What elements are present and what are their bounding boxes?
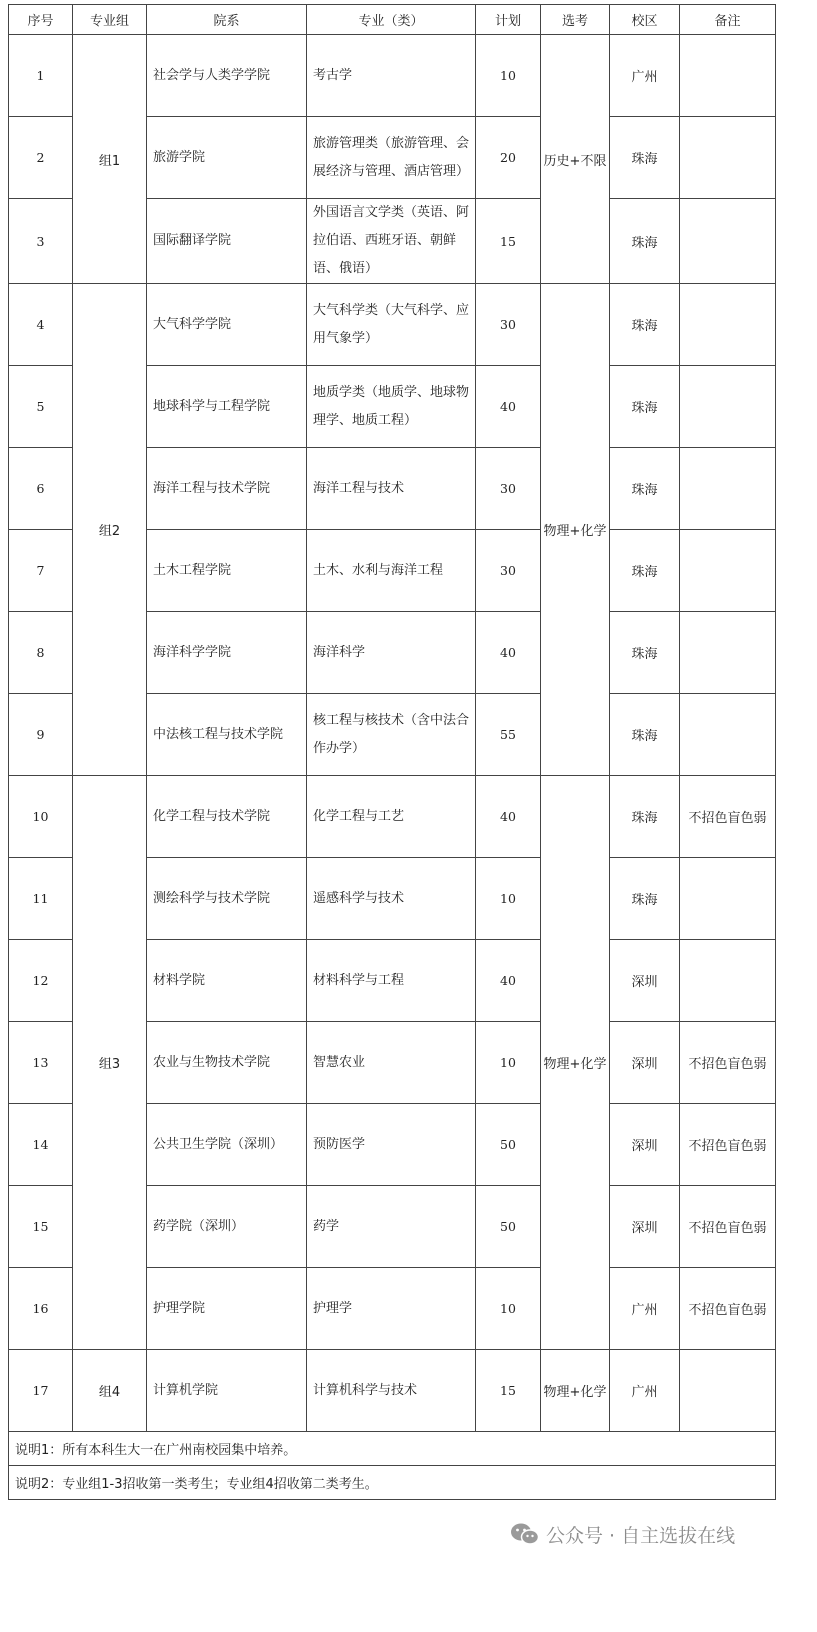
campus-cell: 珠海 <box>610 448 680 530</box>
subject-cell: 物理+化学 <box>541 1350 610 1432</box>
dept-cell: 社会学与人类学学院 <box>147 35 307 117</box>
plan-cell: 10 <box>476 1268 541 1350</box>
note-cell <box>680 1350 776 1432</box>
table-row <box>9 35 776 117</box>
plan-cell: 10 <box>476 1022 541 1104</box>
note-cell: 不招色盲色弱 <box>680 1268 776 1350</box>
major-cell: 土木、水利与海洋工程 <box>307 530 476 612</box>
plan-cell: 30 <box>476 530 541 612</box>
campus-cell: 珠海 <box>610 117 680 199</box>
note-cell <box>680 284 776 366</box>
major-cell: 地质学类（地质学、地球物理学、地质工程） <box>307 366 476 448</box>
row-no: 9 <box>9 694 73 776</box>
dept-cell: 海洋工程与技术学院 <box>147 448 307 530</box>
note-cell: 不招色盲色弱 <box>680 1186 776 1268</box>
group-cell: 组1 <box>73 35 147 284</box>
campus-cell: 珠海 <box>610 366 680 448</box>
header-row <box>9 5 776 35</box>
header-subject: 选考 <box>541 5 610 35</box>
note-1: 说明1：所有本科生大一在广州南校园集中培养。 <box>9 1432 776 1466</box>
dept-cell: 大气科学学院 <box>147 284 307 366</box>
row-no: 2 <box>9 117 73 199</box>
major-cell: 计算机科学与技术 <box>307 1350 476 1432</box>
plan-cell: 10 <box>476 858 541 940</box>
row-no: 8 <box>9 612 73 694</box>
dept-cell: 海洋科学学院 <box>147 612 307 694</box>
major-cell: 大气科学类（大气科学、应用气象学） <box>307 284 476 366</box>
campus-cell: 深圳 <box>610 1104 680 1186</box>
group-cell: 组4 <box>73 1350 147 1432</box>
note-cell <box>680 858 776 940</box>
row-no: 16 <box>9 1268 73 1350</box>
header-major: 专业（类） <box>307 5 476 35</box>
note-cell <box>680 530 776 612</box>
subject-cell: 历史+不限 <box>541 35 610 284</box>
major-cell: 遥感科学与技术 <box>307 858 476 940</box>
row-no: 12 <box>9 940 73 1022</box>
campus-cell: 珠海 <box>610 858 680 940</box>
plan-cell: 50 <box>476 1104 541 1186</box>
campus-cell: 深圳 <box>610 1186 680 1268</box>
note-cell <box>680 117 776 199</box>
major-cell: 化学工程与工艺 <box>307 776 476 858</box>
note-cell <box>680 612 776 694</box>
row-no: 11 <box>9 858 73 940</box>
table-row <box>9 776 776 858</box>
header-plan: 计划 <box>476 5 541 35</box>
plan-cell: 55 <box>476 694 541 776</box>
major-cell: 药学 <box>307 1186 476 1268</box>
plan-cell: 15 <box>476 199 541 284</box>
watermark-text: 公众号 · 自主选拔在线 <box>546 1524 736 1547</box>
campus-cell: 珠海 <box>610 776 680 858</box>
header-campus: 校区 <box>610 5 680 35</box>
row-no: 1 <box>9 35 73 117</box>
row-no: 4 <box>9 284 73 366</box>
campus-cell: 珠海 <box>610 530 680 612</box>
campus-cell: 珠海 <box>610 199 680 284</box>
major-cell: 核工程与核技术（含中法合作办学） <box>307 694 476 776</box>
header-note: 备注 <box>680 5 776 35</box>
plan-cell: 30 <box>476 284 541 366</box>
major-cell: 智慧农业 <box>307 1022 476 1104</box>
major-cell: 海洋科学 <box>307 612 476 694</box>
dept-cell: 土木工程学院 <box>147 530 307 612</box>
header-group: 专业组 <box>73 5 147 35</box>
row-no: 5 <box>9 366 73 448</box>
major-cell: 考古学 <box>307 35 476 117</box>
dept-cell: 护理学院 <box>147 1268 307 1350</box>
row-no: 17 <box>9 1350 73 1432</box>
note-cell <box>680 694 776 776</box>
plan-cell: 40 <box>476 612 541 694</box>
dept-cell: 公共卫生学院（深圳） <box>147 1104 307 1186</box>
dept-cell: 中法核工程与技术学院 <box>147 694 307 776</box>
campus-cell: 广州 <box>610 1350 680 1432</box>
note-cell <box>680 35 776 117</box>
dept-cell: 化学工程与技术学院 <box>147 776 307 858</box>
note-cell <box>680 366 776 448</box>
major-cell: 护理学 <box>307 1268 476 1350</box>
campus-cell: 珠海 <box>610 612 680 694</box>
plan-cell: 40 <box>476 366 541 448</box>
campus-cell: 深圳 <box>610 940 680 1022</box>
row-no: 7 <box>9 530 73 612</box>
header-dept: 院系 <box>147 5 307 35</box>
major-cell: 预防医学 <box>307 1104 476 1186</box>
major-cell: 外国语言文学类（英语、阿拉伯语、西班牙语、朝鲜语、俄语） <box>307 199 476 284</box>
watermark <box>510 1514 735 1554</box>
row-no: 15 <box>9 1186 73 1268</box>
wechat-icon <box>510 1522 540 1546</box>
plan-cell: 15 <box>476 1350 541 1432</box>
table-row <box>9 284 776 366</box>
subject-cell: 物理+化学 <box>541 776 610 1350</box>
plan-cell: 40 <box>476 940 541 1022</box>
plan-cell: 50 <box>476 1186 541 1268</box>
campus-cell: 广州 <box>610 35 680 117</box>
note-2: 说明2：专业组1-3招收第一类考生；专业组4招收第二类考生。 <box>9 1466 776 1500</box>
campus-cell: 深圳 <box>610 1022 680 1104</box>
plan-cell: 10 <box>476 35 541 117</box>
row-no: 14 <box>9 1104 73 1186</box>
dept-cell: 国际翻译学院 <box>147 199 307 284</box>
note-cell <box>680 940 776 1022</box>
dept-cell: 药学院（深圳） <box>147 1186 307 1268</box>
major-cell: 海洋工程与技术 <box>307 448 476 530</box>
plan-cell: 20 <box>476 117 541 199</box>
plan-cell: 30 <box>476 448 541 530</box>
note-cell: 不招色盲色弱 <box>680 776 776 858</box>
note-cell: 不招色盲色弱 <box>680 1022 776 1104</box>
row-no: 10 <box>9 776 73 858</box>
group-cell: 组2 <box>73 284 147 776</box>
campus-cell: 广州 <box>610 1268 680 1350</box>
note-row <box>9 1466 776 1500</box>
dept-cell: 测绘科学与技术学院 <box>147 858 307 940</box>
subject-cell: 物理+化学 <box>541 284 610 776</box>
row-no: 3 <box>9 199 73 284</box>
major-cell: 材料科学与工程 <box>307 940 476 1022</box>
note-cell <box>680 199 776 284</box>
row-no: 13 <box>9 1022 73 1104</box>
note-row <box>9 1432 776 1466</box>
row-no: 6 <box>9 448 73 530</box>
campus-cell: 珠海 <box>610 284 680 366</box>
campus-cell: 珠海 <box>610 694 680 776</box>
dept-cell: 旅游学院 <box>147 117 307 199</box>
admission-plan-table <box>8 4 776 1500</box>
plan-cell: 40 <box>476 776 541 858</box>
note-cell <box>680 448 776 530</box>
dept-cell: 农业与生物技术学院 <box>147 1022 307 1104</box>
dept-cell: 地球科学与工程学院 <box>147 366 307 448</box>
header-no: 序号 <box>9 5 73 35</box>
note-cell: 不招色盲色弱 <box>680 1104 776 1186</box>
group-cell: 组3 <box>73 776 147 1350</box>
major-cell: 旅游管理类（旅游管理、会展经济与管理、酒店管理） <box>307 117 476 199</box>
dept-cell: 计算机学院 <box>147 1350 307 1432</box>
dept-cell: 材料学院 <box>147 940 307 1022</box>
table-row <box>9 1350 776 1432</box>
